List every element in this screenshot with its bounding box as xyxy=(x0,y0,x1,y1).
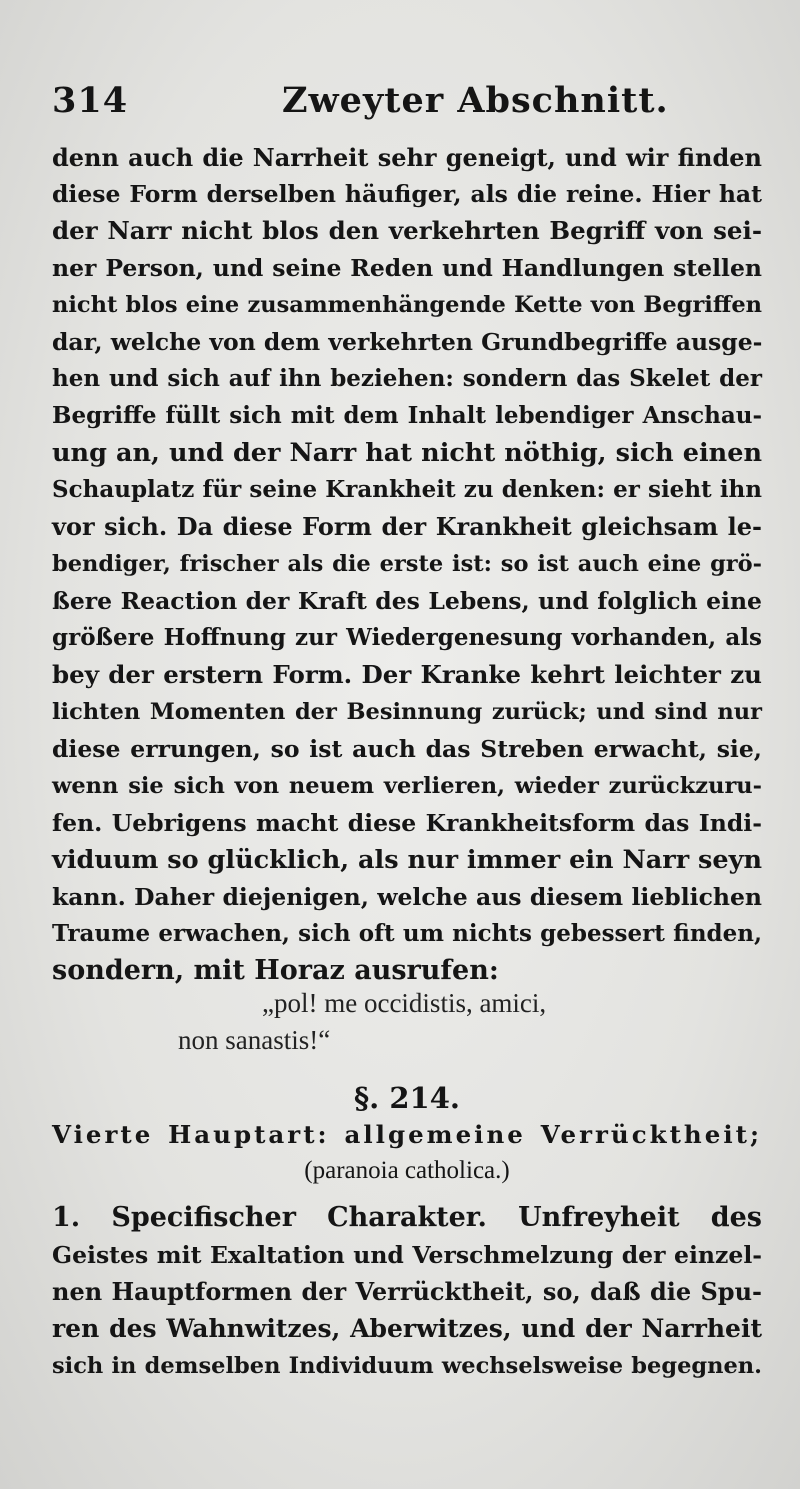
text-line: ung an, und der Narr hat nicht nöthig, sich einen xyxy=(52,438,762,468)
text-line: lichten Momenten der Besinnung zurück; und sind nur xyxy=(52,699,762,725)
quote-line: „pol! me occidistis, amici, xyxy=(262,988,547,1018)
text-line: sondern, mit Horaz ausrufen: xyxy=(52,955,499,986)
text-line: bey der erstern Form. Der Kranke kehrt leichter zu xyxy=(52,660,762,689)
text-line: dar, welche von dem verkehrten Grundbegriffe ausge- xyxy=(52,328,763,356)
text-line: kann. Daher diejenigen, welche aus diesem lieblichen xyxy=(52,883,762,911)
text-line: nicht blos eine zusammenhängende Kette von Begriffen xyxy=(52,292,762,318)
page-header xyxy=(52,78,762,128)
text-line: diese errungen, so ist auch das Streben erwacht, sie, xyxy=(52,735,762,763)
text-line: diese Form derselben häufiger, als die reine. Hier hat xyxy=(52,180,762,208)
text-line: vor sich. Da diese Form der Krankheit gleichsam le- xyxy=(52,512,762,541)
section-subtitle: (paranoia catholica.) xyxy=(304,1157,510,1184)
section-title: Vierte Hauptart: allgemeine Verrücktheit; xyxy=(52,1120,762,1149)
running-head: Zweyter Abschnitt. xyxy=(282,80,669,121)
text-line: der Narr nicht blos den verkehrten Begriff von sei- xyxy=(52,216,762,245)
text-line: 1. Specifischer Charakter. Unfreyheit des xyxy=(52,1202,762,1233)
text-line: Schauplatz für seine Krankheit zu denken: er sieht ihn xyxy=(52,476,762,503)
text-line: ren des Wahnwitzes, Aberwitzes, und der Narrheit xyxy=(52,1314,762,1343)
text-line: denn auch die Narrheit sehr geneigt, und wir finden xyxy=(52,143,762,172)
text-line: nen Hauptformen der Verrücktheit, so, daß die Spu- xyxy=(52,1277,762,1306)
text-line: viduum so glücklich, als nur immer ein Narr seyn xyxy=(52,845,762,875)
text-line: ner Person, und seine Reden und Handlungen stellen xyxy=(52,254,762,282)
text-line: Geistes mit Exaltation und Verschmelzung der einzel- xyxy=(52,1241,762,1269)
quote-line: non sanastis!“ xyxy=(178,1025,331,1055)
text-line: Traume erwachen, sich oft um nichts gebessert finden, xyxy=(52,920,762,947)
text-line: Begriffe füllt sich mit dem Inhalt lebendiger Anschau- xyxy=(52,402,762,429)
text-line: bendiger, frischer als die erste ist: so ist auch eine grö- xyxy=(52,551,762,577)
text-line: wenn sie sich von neuem verlieren, wieder zurückzuru- xyxy=(52,773,762,799)
text-line: größere Hoffnung zur Wiedergenesung vorhanden, als xyxy=(52,624,762,651)
section-number: §. 214. xyxy=(354,1081,460,1115)
text-line: sich in demselben Individuum wechselsweise begegnen. xyxy=(52,1353,762,1379)
text-line: hen und sich auf ihn beziehen: sondern das Skelet der xyxy=(52,365,762,392)
text-line: fen. Uebrigens macht diese Krankheitsform das Indi- xyxy=(52,809,762,837)
text-line: ßere Reaction der Kraft des Lebens, und folglich eine xyxy=(52,587,762,615)
page-number: 314 xyxy=(52,80,129,121)
